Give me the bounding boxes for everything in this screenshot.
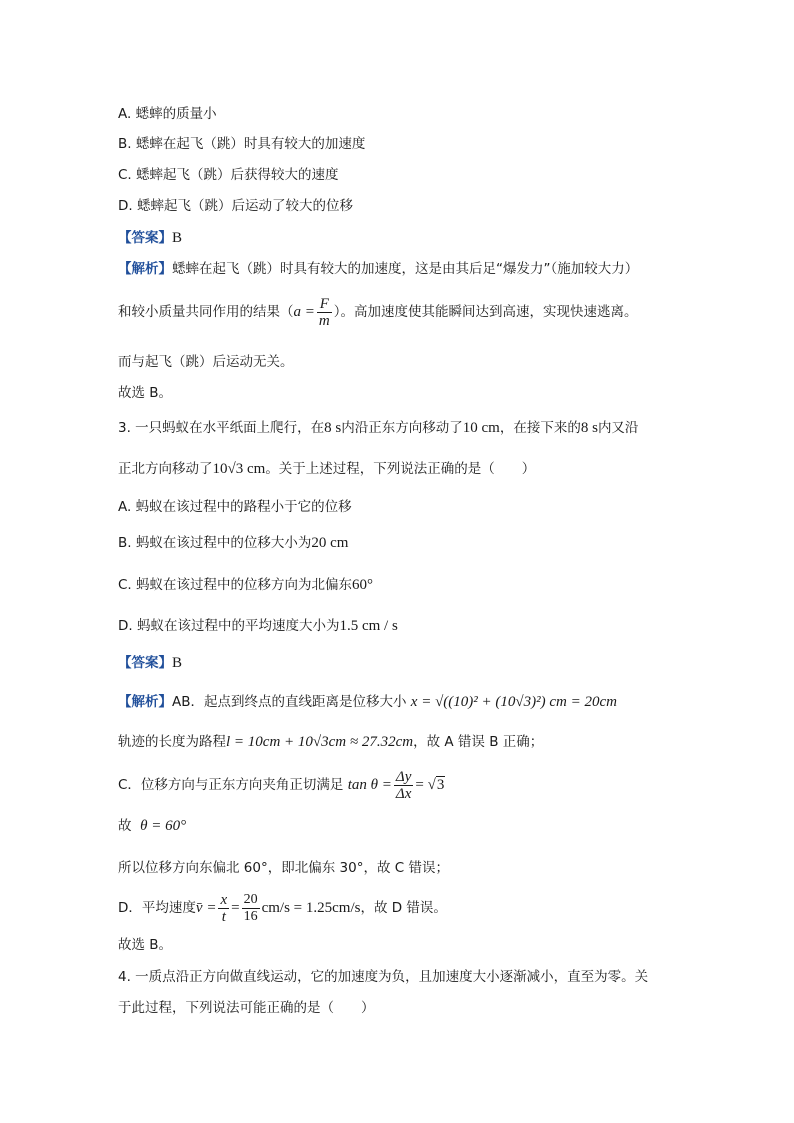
answer-label: 【答案】 [118, 655, 172, 671]
q3-analysis-text-1: AB．起点到终点的直线距离是位移大小 [172, 694, 407, 710]
q3-option-d-value: 1.5 cm / s [339, 618, 398, 634]
tan-formula: tan θ = [347, 777, 392, 793]
x-over-t: $\frac{x}{t}$ [220, 891, 228, 925]
twenty-over-sixteen: $\frac{20}{16}$ [243, 891, 258, 924]
q3-analysis-line-2 [118, 732, 543, 752]
q3-answer: B [172, 655, 183, 671]
q4-stem-line-2: 于此过程，下列说法可能正确的是（ ） [118, 1000, 375, 1016]
q3-conclusion: 故选 B。 [118, 937, 173, 953]
q3-stem-line-1 [118, 418, 638, 438]
q3-answer-line [118, 653, 182, 673]
theta-value: θ = 60° [140, 818, 187, 834]
q3-distance-2: 10√3 cm [212, 461, 266, 477]
q3-option-d-text: D. 蚂蚁在该过程中的平均速度大小为 [118, 618, 340, 634]
q2-analysis-text-2a: 和较小质量共同作用的结果（ [118, 304, 294, 320]
q2-answer-line [118, 228, 182, 248]
q3-option-c [118, 575, 373, 595]
analysis-label: 【解析】 [118, 261, 172, 277]
q3-option-a: A. 蚂蚁在该过程中的路程小于它的位移 [118, 499, 352, 515]
q2-analysis-line-3: 而与起飞（跳）后运动无关。 [118, 354, 294, 370]
q2-option-c: C. 蟋蟀起飞（跳）后获得较大的速度 [118, 167, 339, 183]
avg-velocity-symbol: v̄ = [195, 900, 217, 916]
q3-option-b-value: 20 cm [311, 535, 349, 551]
path-length-formula: l = 10cm + 10√3cm ≈ 27.32cm [226, 734, 414, 750]
q3-option-c-value: 60° [352, 577, 374, 593]
q3-time-1: 8 s [324, 420, 342, 436]
q4-stem-line-1: 4. 一质点沿正方向做直线运动，它的加速度为负，且加速度大小逐渐减小，直至为零。关 [118, 969, 649, 985]
q3-analysis-line-4 [118, 816, 186, 836]
delta-y-over-delta-x: $\frac{\Delta y}{\Delta x}$ [395, 768, 412, 802]
q3-analysis-text-6a: D．平均速度 [118, 900, 196, 916]
q3-analysis-text-4: 故 [118, 818, 132, 834]
sqrt-3-value: = √3 [415, 777, 445, 793]
q3-option-b [118, 533, 348, 553]
q3-stem-text: 。关于上述过程，下列说法正确的是（ ） [265, 461, 536, 477]
q2-option-d: D. 蟋蟀起飞（跳）后运动了较大的位移 [118, 198, 353, 214]
q3-distance-1: 10 cm [462, 420, 500, 436]
q3-analysis-text-3: C．位移方向与正东方向夹角正切满足 [118, 777, 344, 793]
q3-stem-text: 内又沿 [597, 420, 639, 436]
q3-time-2: 8 s [580, 420, 598, 436]
q3-stem-text: 3. 一只蚂蚁在水平纸面上爬行，在 [118, 420, 325, 436]
q2-analysis-text-1: 蟋蟀在起飞（跳）时具有较大的加速度，这是由其后足“爆发力”（施加较大力） [172, 261, 639, 277]
q3-analysis-line-3 [118, 768, 445, 802]
q2-analysis-text-2b: ）。高加速度使其能瞬间达到高速，实现快速逃离。 [333, 304, 638, 320]
q3-option-d [118, 616, 398, 636]
q3-option-b-text: B. 蚂蚁在该过程中的位移大小为 [118, 535, 312, 551]
q3-stem-line-2 [118, 459, 535, 479]
q3-analysis-line-1 [118, 688, 617, 716]
displacement-formula: x = √((10)² + (10√3)²) cm = 20cm [410, 694, 617, 710]
q2-option-b: B. 蟋蟀在起飞（跳）时具有较大的加速度 [118, 136, 366, 152]
formula-f-over-m: $\frac{F}{m}$ [318, 295, 330, 329]
q3-analysis-text-6b: ，故 D 错误。 [360, 900, 447, 916]
avg-velocity-result: cm/s = 1.25cm/s [261, 900, 361, 916]
q3-analysis-line-6 [118, 888, 447, 928]
formula-a-eq: a = [293, 304, 315, 320]
analysis-label: 【解析】 [118, 694, 172, 710]
q3-analysis-text-2a: 轨迹的长度为路程 [118, 734, 226, 750]
q3-analysis-text-2b: ，故 A 错误 B 正确； [413, 734, 544, 750]
q3-option-c-text: C. 蚂蚁在该过程中的位移方向为北偏东 [118, 577, 353, 593]
q2-analysis-line-2 [118, 294, 637, 330]
q2-option-a: A. 蟋蟀的质量小 [118, 106, 217, 122]
q2-answer: B [172, 230, 183, 246]
q3-analysis-line-5: 所以位移方向东偏北 60°，即北偏东 30°，故 C 错误； [118, 860, 449, 876]
equals-sign: = [231, 900, 240, 916]
q3-stem-text: 正北方向移动了 [118, 461, 213, 477]
answer-label: 【答案】 [118, 230, 172, 246]
q3-stem-text: 内沿正东方向移动了 [341, 420, 463, 436]
q2-analysis-line-1 [118, 259, 638, 279]
q3-stem-text: ，在接下来的 [499, 420, 581, 436]
q2-conclusion: 故选 B。 [118, 385, 173, 401]
